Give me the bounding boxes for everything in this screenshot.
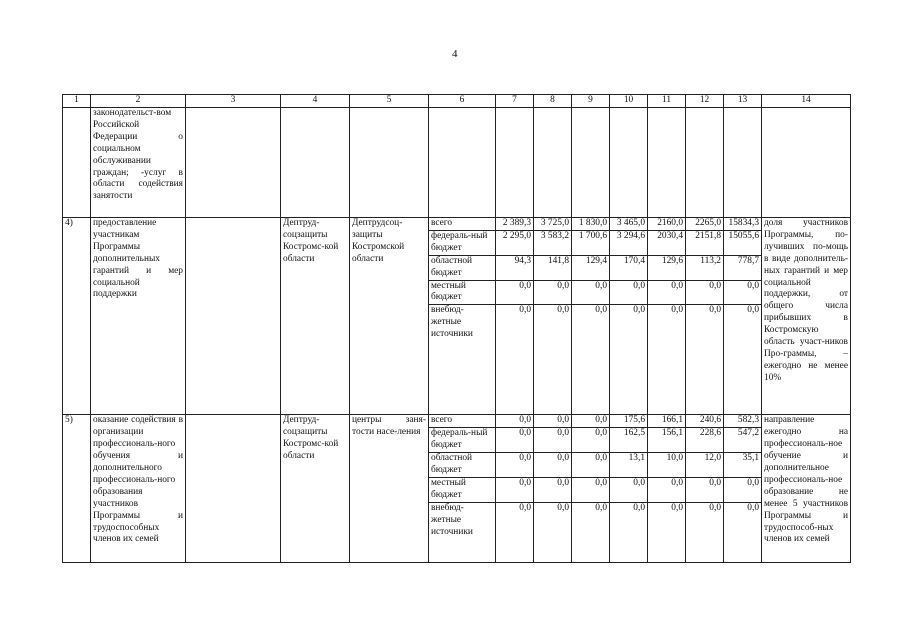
value-cell: 0,0 (648, 305, 686, 415)
value-cell: 0,0 (572, 477, 610, 502)
value-cell: 0,0 (724, 305, 762, 415)
value-cell: 2151,8 (686, 230, 724, 255)
value-cell: 0,0 (724, 280, 762, 305)
executor-cell (281, 108, 350, 218)
value-cell (572, 108, 610, 218)
source-label: местный бюджет (429, 477, 496, 502)
source-label: федераль-ный бюджет (429, 428, 496, 453)
col3-cell (186, 415, 281, 562)
col3-cell (186, 108, 281, 218)
value-cell: 2 295,0 (496, 230, 534, 255)
value-cell: 0,0 (534, 502, 572, 562)
participant-cell (350, 108, 429, 218)
header-cell: 6 (429, 95, 496, 108)
page-number: 4 (452, 48, 458, 60)
value-cell: 3 294,6 (610, 230, 648, 255)
value-cell: 0,0 (610, 477, 648, 502)
value-cell: 0,0 (572, 428, 610, 453)
value-cell: 3 465,0 (610, 218, 648, 231)
value-cell: 0,0 (648, 502, 686, 562)
header-cell: 3 (186, 95, 281, 108)
header-cell: 5 (350, 95, 429, 108)
value-cell (534, 108, 572, 218)
value-cell: 162,5 (610, 428, 648, 453)
value-cell: 778,7 (724, 255, 762, 280)
value-cell: 0,0 (534, 477, 572, 502)
value-cell: 0,0 (496, 502, 534, 562)
value-cell (724, 108, 762, 218)
indicator-cell: доля участников Программы, по-лучивших по-мощь в виде дополнитель-ных гарантий и мер социальной поддержки, от общего числа прибывших в Костромскую область участ-ников Про-граммы, – ежегодно не менее 10% (762, 218, 851, 415)
indicator-cell (762, 108, 851, 218)
continuation-row (63, 108, 851, 218)
program-table (62, 94, 851, 563)
value-cell: 0,0 (496, 428, 534, 453)
executor-cell: Дептруд-соцзащиты Костромс-кой области (281, 218, 350, 415)
value-cell: 1 700,6 (572, 230, 610, 255)
header-cell: 10 (610, 95, 648, 108)
num-cell: 5) (63, 415, 91, 562)
executor-cell: Дептруд-соцзащиты Костромс-кой области (281, 415, 350, 562)
value-cell: 0,0 (534, 453, 572, 478)
value-cell: 2 389,3 (496, 218, 534, 231)
value-cell: 0,0 (496, 415, 534, 428)
value-cell: 1 830,0 (572, 218, 610, 231)
value-cell: 2160,0 (648, 218, 686, 231)
header-cell: 11 (648, 95, 686, 108)
value-cell (610, 108, 648, 218)
value-cell: 0,0 (686, 502, 724, 562)
source-label: федераль-ный бюджет (429, 230, 496, 255)
description-cell: оказание содействия в организации профессиональ-ного обучения и дополнительного профессиональ-ного образования участников Программы и трудоспособных членов их семей (91, 415, 186, 562)
value-cell: 0,0 (686, 305, 724, 415)
value-cell: 3 583,2 (534, 230, 572, 255)
header-cell: 2 (91, 95, 186, 108)
value-cell: 0,0 (534, 415, 572, 428)
value-cell: 0,0 (686, 280, 724, 305)
value-cell: 175,6 (610, 415, 648, 428)
value-cell: 0,0 (496, 453, 534, 478)
source-label: областной бюджет (429, 255, 496, 280)
value-cell: 0,0 (572, 305, 610, 415)
value-cell: 2265,0 (686, 218, 724, 231)
value-cell: 12,0 (686, 453, 724, 478)
header-cell: 4 (281, 95, 350, 108)
value-cell: 15834,3 (724, 218, 762, 231)
value-cell: 15055,6 (724, 230, 762, 255)
value-cell: 0,0 (724, 477, 762, 502)
value-cell: 156,1 (648, 428, 686, 453)
source-label: всего (429, 218, 496, 231)
value-cell: 170,4 (610, 255, 648, 280)
source-label: областной бюджет (429, 453, 496, 478)
value-cell: 0,0 (610, 502, 648, 562)
participant-cell: Дептрудсоц-защиты Костромской области (350, 218, 429, 415)
num-cell: 4) (63, 218, 91, 415)
value-cell (496, 108, 534, 218)
value-cell: 0,0 (648, 477, 686, 502)
value-cell: 113,2 (686, 255, 724, 280)
header-cell: 1 (63, 95, 91, 108)
header-row (63, 95, 851, 108)
value-cell: 0,0 (648, 280, 686, 305)
source-row (63, 218, 851, 231)
header-cell: 13 (724, 95, 762, 108)
source-label: внебюд-жетные источники (429, 305, 496, 415)
value-cell (686, 108, 724, 218)
value-cell: 240,6 (686, 415, 724, 428)
source-label: внебюд-жетные источники (429, 502, 496, 562)
source-label: всего (429, 415, 496, 428)
value-cell: 129,6 (648, 255, 686, 280)
header-cell: 8 (534, 95, 572, 108)
value-cell: 166,1 (648, 415, 686, 428)
value-cell: 0,0 (724, 502, 762, 562)
value-cell: 0,0 (572, 453, 610, 478)
value-cell: 582,3 (724, 415, 762, 428)
value-cell: 129,4 (572, 255, 610, 280)
value-cell: 13,1 (610, 453, 648, 478)
value-cell: 0,0 (572, 280, 610, 305)
col3-cell (186, 218, 281, 415)
participant-cell: центры заня-тости насе-ления (350, 415, 429, 562)
value-cell: 2030,4 (648, 230, 686, 255)
value-cell: 94,3 (496, 255, 534, 280)
value-cell: 228,6 (686, 428, 724, 453)
value-cell: 35,1 (724, 453, 762, 478)
value-cell: 0,0 (534, 280, 572, 305)
value-cell: 0,0 (534, 305, 572, 415)
description-cell: законодательст-вом Российской Федерации о социальном обслуживании граждан; -услуг в области содействия занятости (91, 108, 186, 218)
value-cell: 0,0 (496, 305, 534, 415)
value-cell: 0,0 (496, 477, 534, 502)
source-row (63, 415, 851, 428)
value-cell (648, 108, 686, 218)
header-cell: 14 (762, 95, 851, 108)
value-cell: 10,0 (648, 453, 686, 478)
header-cell: 12 (686, 95, 724, 108)
header-cell: 7 (496, 95, 534, 108)
value-cell: 0,0 (686, 477, 724, 502)
value-cell: 0,0 (534, 428, 572, 453)
value-cell: 0,0 (610, 280, 648, 305)
source-cell (429, 108, 496, 218)
value-cell: 0,0 (610, 305, 648, 415)
description-cell: предоставление участникам Программы дополнительных гарантий и мер социальной поддержки (91, 218, 186, 415)
num-cell (63, 108, 91, 218)
source-label: местный бюджет (429, 280, 496, 305)
value-cell: 141,8 (534, 255, 572, 280)
value-cell: 0,0 (572, 502, 610, 562)
value-cell: 0,0 (496, 280, 534, 305)
value-cell: 3 725,0 (534, 218, 572, 231)
header-cell: 9 (572, 95, 610, 108)
table-body (63, 95, 851, 563)
value-cell: 547,2 (724, 428, 762, 453)
value-cell: 0,0 (572, 415, 610, 428)
indicator-cell: направление ежегодно на профессиональ-ное обучение и дополнительное профессиональ-ное образование не менее 5 участников Программы и трудоспособ-ных членов их семей (762, 415, 851, 562)
